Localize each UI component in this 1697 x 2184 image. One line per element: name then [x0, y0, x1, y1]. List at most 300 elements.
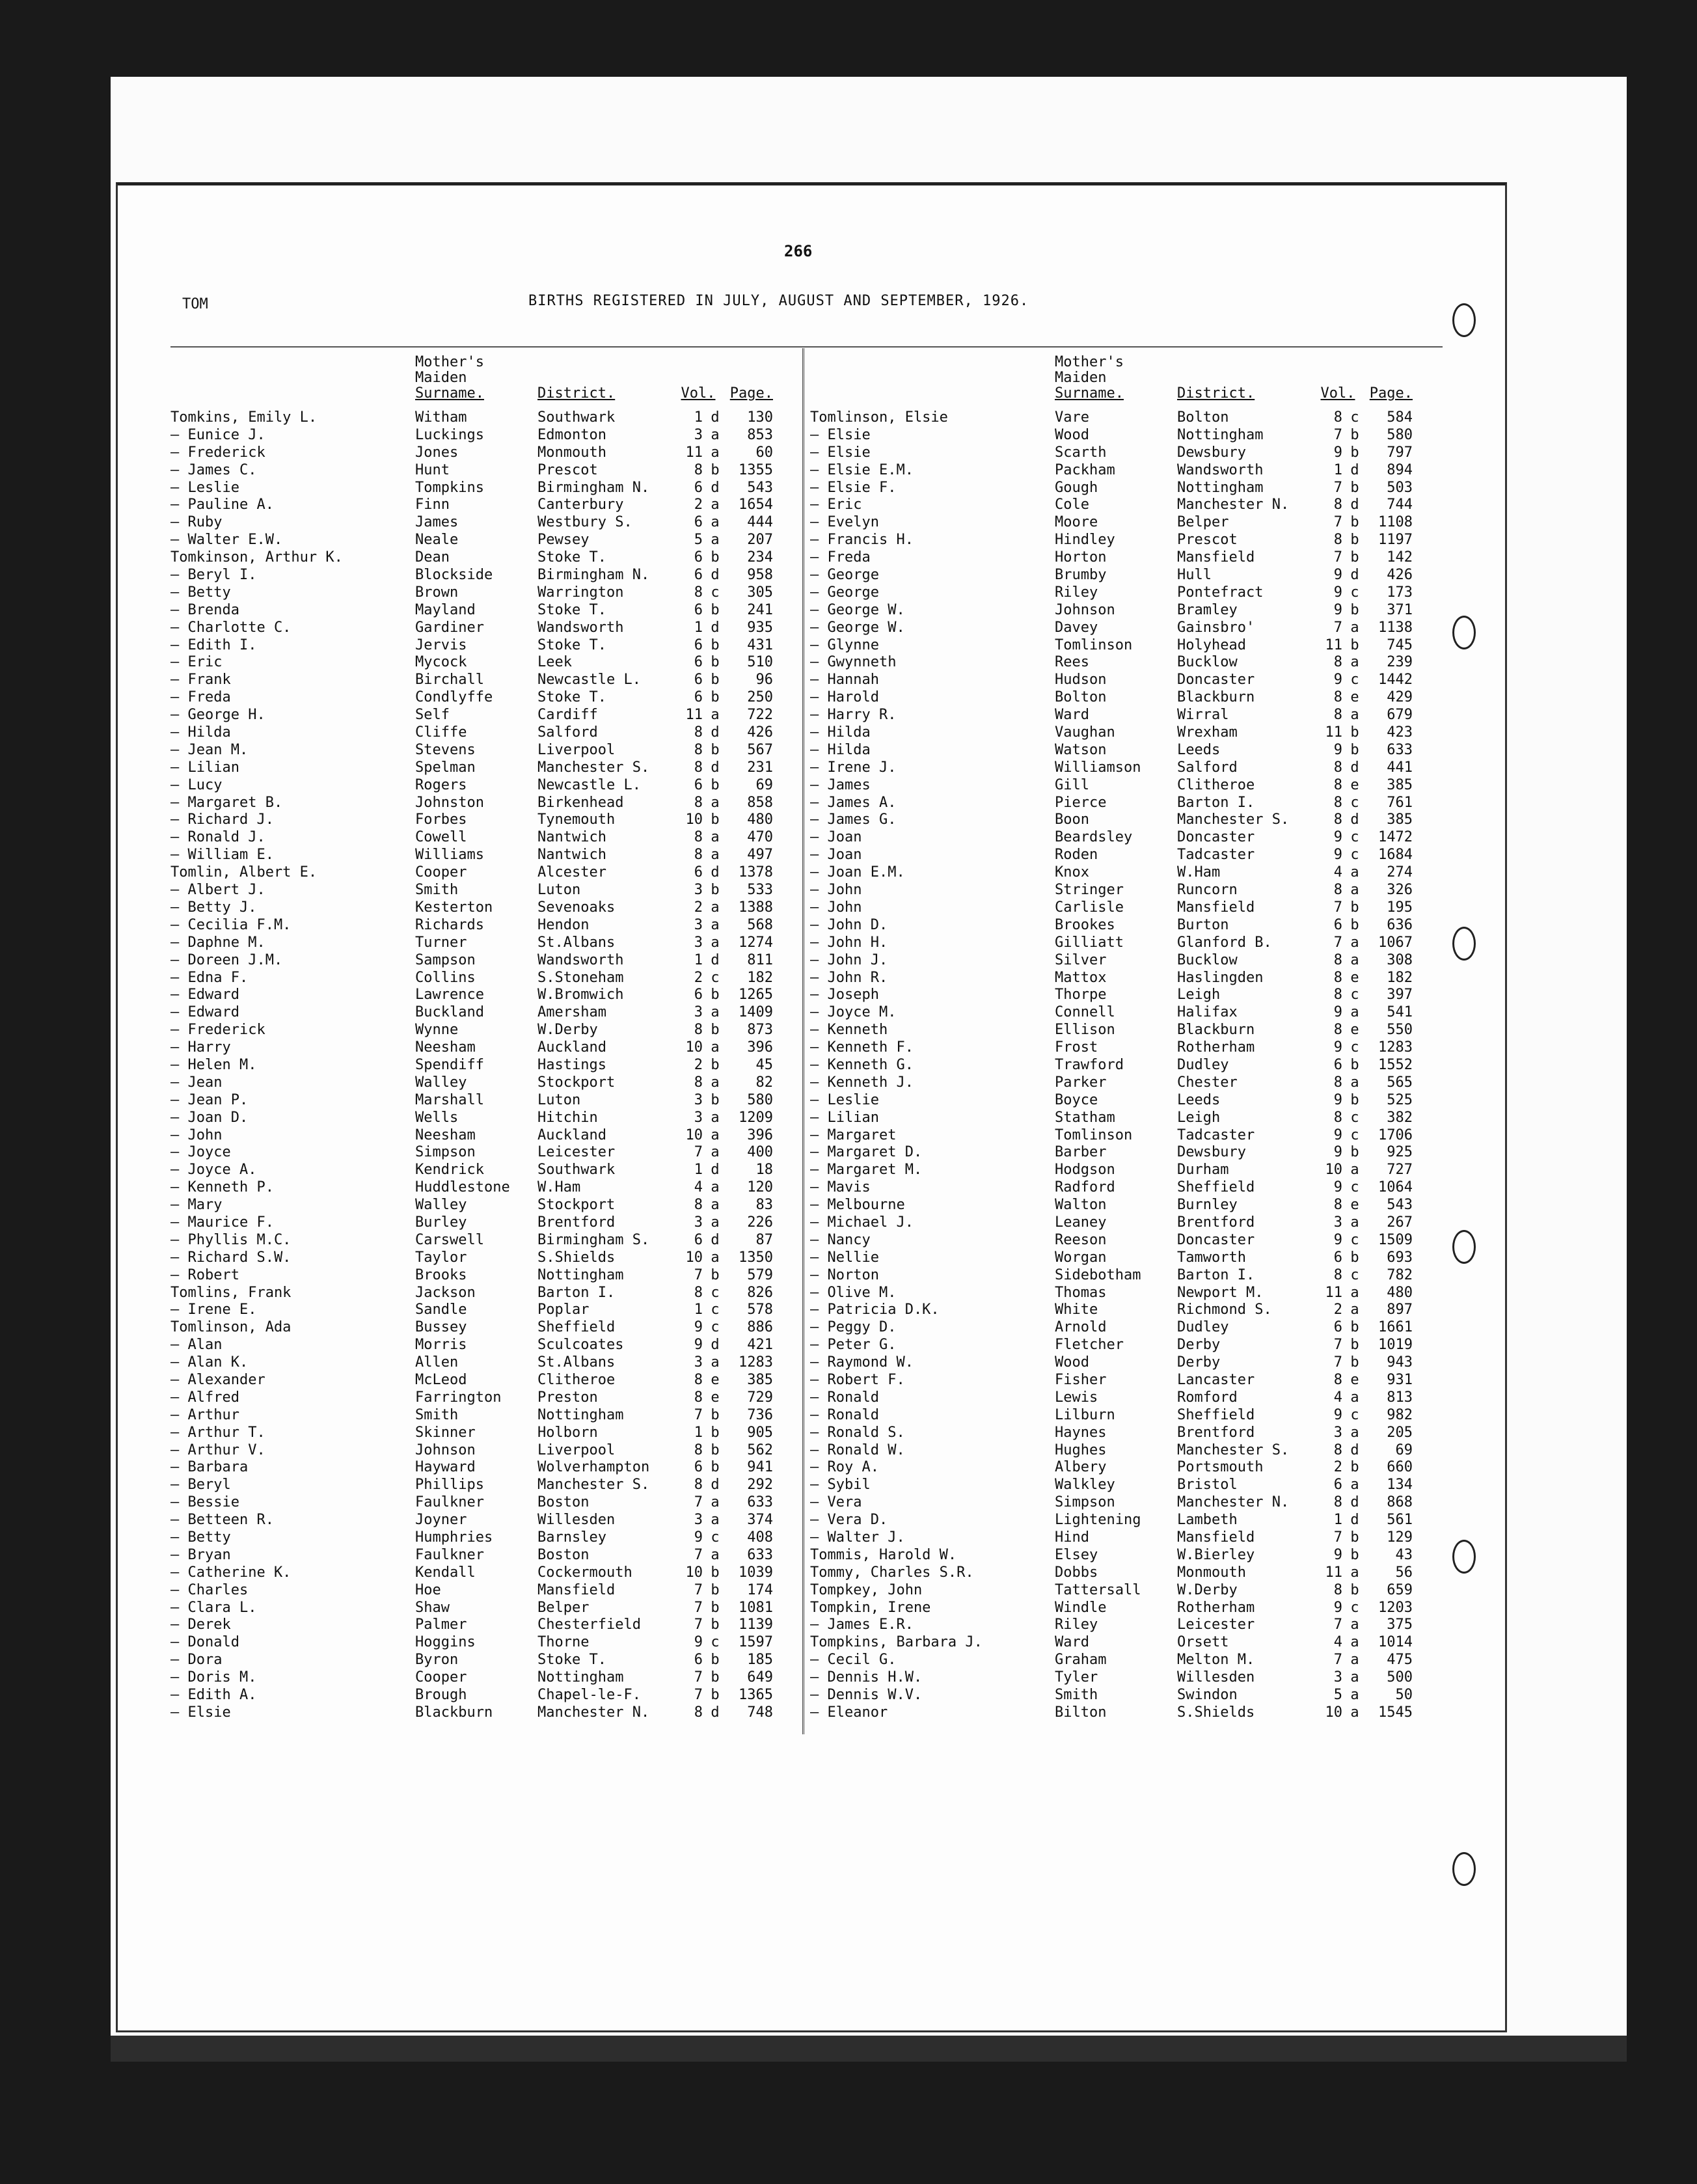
- volume-letter: a: [711, 1109, 720, 1126]
- entry-name: — Nellie: [810, 1249, 879, 1266]
- page-number: 266: [784, 242, 813, 260]
- volume: 9: [1333, 829, 1342, 846]
- entry-name: — Kenneth: [810, 1022, 888, 1039]
- volume: 8: [1333, 707, 1342, 724]
- entry-row: [170, 970, 805, 987]
- entry-name: — John J.: [810, 951, 888, 968]
- page-ref: 660: [1387, 1459, 1413, 1476]
- volume-letter: b: [711, 1022, 720, 1039]
- page-ref: 441: [1387, 759, 1413, 776]
- volume-letter: a: [711, 532, 720, 549]
- volume: 3: [694, 1354, 703, 1371]
- volume: 11: [685, 707, 703, 724]
- district: Wandsworth: [537, 619, 624, 636]
- entry-row: [810, 1022, 1445, 1039]
- volume-letter: a: [711, 1249, 720, 1266]
- page-ref: 659: [1387, 1581, 1413, 1598]
- entry-name: — Margaret: [810, 1126, 897, 1143]
- entry-row: [810, 1389, 1445, 1407]
- maiden-surname: Cole: [1055, 497, 1089, 513]
- volume-letter: b: [711, 1599, 720, 1616]
- district: Boston: [537, 1494, 590, 1511]
- volume: 6: [694, 601, 703, 618]
- maiden-surname: Watson: [1055, 741, 1107, 758]
- entry-name: — Harold: [810, 689, 879, 706]
- entry-name: — Freda: [170, 689, 231, 706]
- entry-row: [810, 1162, 1445, 1179]
- entry-name: — Edith I.: [170, 636, 257, 653]
- entry-name: — Robert: [170, 1266, 239, 1283]
- volume: 8: [1333, 1371, 1342, 1388]
- vol-header: Vol.: [681, 385, 716, 402]
- district: Dewsbury: [1177, 1144, 1246, 1161]
- maiden-surname: Lewis: [1055, 1389, 1098, 1406]
- entry-name: — Clara L.: [170, 1599, 257, 1616]
- district: Mansfield: [1177, 549, 1255, 566]
- district: Orsett: [1177, 1634, 1229, 1651]
- entry-row: [170, 1022, 805, 1039]
- entry-name: — Derek: [170, 1617, 231, 1633]
- entry-row: [170, 864, 805, 882]
- maiden-surname: Davey: [1055, 619, 1098, 636]
- maiden-surname: Wynne: [415, 1022, 459, 1039]
- district: S.Stoneham: [537, 969, 624, 986]
- volume-letter: b: [1350, 899, 1359, 916]
- district: Pontefract: [1177, 584, 1264, 601]
- volume-letter: b: [1350, 426, 1359, 443]
- volume: 6: [694, 567, 703, 584]
- page-ref: 82: [755, 1074, 773, 1091]
- volume: 10: [685, 1249, 703, 1266]
- entry-row: [170, 847, 805, 864]
- entry-name: — Beryl: [170, 1477, 231, 1494]
- entry-row: [170, 1057, 805, 1074]
- page-ref: 444: [747, 514, 773, 531]
- district: Burton: [1177, 916, 1229, 933]
- page-ref: 748: [747, 1704, 773, 1721]
- volume: 1: [694, 951, 703, 968]
- page-ref: 580: [747, 1091, 773, 1108]
- maiden-surname: Hodgson: [1055, 1162, 1115, 1179]
- maiden-surname: Scarth: [1055, 444, 1107, 461]
- district: Stoke T.: [537, 636, 606, 653]
- volume-letter: d: [711, 1477, 720, 1494]
- volume-letter: c: [1350, 1266, 1359, 1283]
- volume-letter: b: [711, 1617, 720, 1633]
- entry-name: — Beryl I.: [170, 567, 257, 584]
- entry-row: [810, 935, 1445, 952]
- volume: 7: [1333, 479, 1342, 496]
- volume: 4: [1333, 1634, 1342, 1651]
- volume-letter: c: [711, 1529, 720, 1546]
- maiden-surname: Richards: [415, 916, 484, 933]
- entry-row: [170, 742, 805, 759]
- maiden-surname: Farrington: [415, 1389, 502, 1406]
- entry-name: — Alfred: [170, 1389, 239, 1406]
- maiden-surname: Riley: [1055, 1617, 1098, 1633]
- page-ref: 60: [755, 444, 773, 461]
- district: Chester: [1177, 1074, 1238, 1091]
- page-ref: 982: [1387, 1406, 1413, 1423]
- entry-name: — Kenneth P.: [170, 1179, 274, 1196]
- maiden-surname: Gilliatt: [1055, 934, 1124, 951]
- entry-name: — George W.: [810, 601, 905, 618]
- volume: 9: [1333, 444, 1342, 461]
- page-ref: 649: [747, 1669, 773, 1686]
- page-ref: 1409: [739, 1004, 773, 1021]
- maiden-surname: Brown: [415, 584, 459, 601]
- entry-name: — Francis H.: [810, 532, 914, 549]
- district: S.Shields: [537, 1249, 616, 1266]
- volume: 6: [694, 864, 703, 881]
- volume-letter: c: [711, 1634, 720, 1651]
- district: Thorne: [537, 1634, 590, 1651]
- entry-row: [810, 1354, 1445, 1372]
- volume: 6: [694, 549, 703, 566]
- volume-letter: b: [1350, 549, 1359, 566]
- volume: 11: [1325, 724, 1342, 741]
- entry-name: Tompkey, John: [810, 1581, 923, 1598]
- entry-name: — Nancy: [810, 1231, 871, 1248]
- district: Mansfield: [1177, 899, 1255, 916]
- page-ref: 431: [747, 636, 773, 653]
- volume: 2: [694, 1056, 703, 1073]
- entry-name: — Edward: [170, 1004, 239, 1021]
- district: Leicester: [537, 1144, 616, 1161]
- entry-row: [170, 1372, 805, 1389]
- volume-letter: b: [1350, 1581, 1359, 1598]
- volume-letter: b: [711, 549, 720, 566]
- page-ref: 633: [747, 1494, 773, 1511]
- volume-letter: c: [711, 1284, 720, 1301]
- maiden-surname: Jervis: [415, 636, 467, 653]
- entry-name: — Joan: [810, 847, 862, 864]
- volume-letter: b: [1350, 1459, 1359, 1476]
- volume: 9: [694, 1337, 703, 1354]
- volume: 3: [1333, 1669, 1342, 1686]
- entry-name: — Leslie: [170, 479, 239, 496]
- volume: 6: [694, 689, 703, 706]
- maiden-surname: Huddlestone: [415, 1179, 510, 1196]
- volume: 6: [1333, 916, 1342, 933]
- volume: 7: [694, 1599, 703, 1616]
- maiden-surname: Cooper: [415, 1669, 467, 1686]
- entry-row: [170, 514, 805, 532]
- volume-letter: b: [711, 1424, 720, 1441]
- entry-row: [810, 795, 1445, 812]
- volume: 9: [1333, 1231, 1342, 1248]
- volume-letter: a: [711, 794, 720, 811]
- page-ref: 185: [747, 1652, 773, 1669]
- volume-letter: b: [711, 1652, 720, 1669]
- volume-letter: a: [1350, 1302, 1359, 1318]
- entry-row: [810, 1600, 1445, 1617]
- page-ref: 1283: [739, 1354, 773, 1371]
- page-ref: 1274: [739, 934, 773, 951]
- entry-row: [810, 567, 1445, 584]
- volume: 7: [1333, 899, 1342, 916]
- district: Liverpool: [537, 741, 616, 758]
- page-ref: 241: [747, 601, 773, 618]
- volume: 8: [1333, 1266, 1342, 1283]
- entry-row: [810, 987, 1445, 1004]
- page-ref: 727: [1387, 1162, 1413, 1179]
- entry-row: [170, 654, 805, 672]
- volume-letter: a: [1350, 1634, 1359, 1651]
- maiden-surname: Turner: [415, 934, 467, 951]
- entry-row: [170, 637, 805, 655]
- volume-letter: b: [1350, 1337, 1359, 1354]
- maiden-surname: Ellison: [1055, 1022, 1115, 1039]
- maiden-surname: Carlisle: [1055, 899, 1124, 916]
- entry-row: [170, 952, 805, 970]
- page-ref: 1203: [1378, 1599, 1413, 1616]
- entry-row: [810, 864, 1445, 882]
- entry-row: [170, 1267, 805, 1285]
- maiden-surname: Morris: [415, 1337, 467, 1354]
- volume: 9: [1333, 1179, 1342, 1196]
- entry-row: [170, 1704, 805, 1722]
- volume: 6: [1333, 1477, 1342, 1494]
- volume-letter: a: [711, 1004, 720, 1021]
- district: W.Bierley: [1177, 1546, 1255, 1563]
- volume-letter: a: [711, 514, 720, 531]
- volume-letter: d: [1350, 497, 1359, 513]
- maiden-surname: Hind: [1055, 1529, 1089, 1546]
- page-ref: 541: [1387, 1004, 1413, 1021]
- volume: 8: [694, 794, 703, 811]
- maiden-surname: Gough: [1055, 479, 1098, 496]
- maiden-surname: Thorpe: [1055, 987, 1107, 1003]
- district: Mansfield: [1177, 1529, 1255, 1546]
- entry-name: — Hilda: [810, 724, 871, 741]
- entry-row: [170, 620, 805, 637]
- volume-letter: a: [1350, 1477, 1359, 1494]
- entry-row: [810, 759, 1445, 777]
- maiden-surname: Simpson: [415, 1144, 476, 1161]
- volume: 11: [1325, 1284, 1342, 1301]
- entry-row: [170, 1634, 805, 1652]
- district: Manchester S.: [537, 759, 650, 776]
- entry-name: — Patricia D.K.: [810, 1302, 940, 1318]
- maiden-surname: Gardiner: [415, 619, 484, 636]
- volume: 8: [694, 1477, 703, 1494]
- entry-name: — Betty J.: [170, 899, 257, 916]
- volume-letter: c: [1350, 1599, 1359, 1616]
- volume: 3: [1333, 1214, 1342, 1231]
- entry-row: [810, 1179, 1445, 1197]
- volume: 8: [694, 1389, 703, 1406]
- district: Nantwich: [537, 829, 606, 846]
- district: Willesden: [537, 1512, 616, 1529]
- entry-row: [810, 970, 1445, 987]
- entry-name: Tomlinson, Ada: [170, 1319, 292, 1336]
- page-ref: 375: [1387, 1617, 1413, 1633]
- entry-name: — Joyce: [170, 1144, 231, 1161]
- district: Blackburn: [1177, 1022, 1255, 1039]
- entry-name: Tompkin, Irene: [810, 1599, 931, 1616]
- volume: 8: [1333, 1581, 1342, 1598]
- entry-name: — Walter J.: [810, 1529, 905, 1546]
- volume: 3: [694, 1109, 703, 1126]
- entry-name: — Harry R.: [810, 707, 897, 724]
- page-ref: 174: [747, 1581, 773, 1598]
- volume-letter: a: [1350, 1004, 1359, 1021]
- page-ref: 308: [1387, 951, 1413, 968]
- district: W.Bromwich: [537, 987, 624, 1003]
- maiden-surname: Brooks: [415, 1266, 467, 1283]
- maiden-surname: Byron: [415, 1652, 459, 1669]
- volume: 8: [1333, 497, 1342, 513]
- page-ref: 941: [747, 1459, 773, 1476]
- entry-name: — Margaret D.: [810, 1144, 923, 1161]
- entry-name: — Elsie F.: [810, 479, 897, 496]
- maiden-surname: Tompkins: [415, 479, 484, 496]
- entry-name: — Richard S.W.: [170, 1249, 292, 1266]
- district: Dudley: [1177, 1056, 1229, 1073]
- volume: 2: [694, 497, 703, 513]
- maiden-surname: Williams: [415, 847, 484, 864]
- entry-name: — George W.: [810, 619, 905, 636]
- maiden-surname: Pierce: [1055, 794, 1107, 811]
- volume: 7: [1333, 549, 1342, 566]
- maiden-surname: Cooper: [415, 864, 467, 881]
- entry-name: — James C.: [170, 461, 257, 478]
- maiden-surname: Birchall: [415, 672, 484, 689]
- volume: 6: [694, 987, 703, 1003]
- volume-letter: c: [1350, 1126, 1359, 1143]
- entry-name: — Hilda: [170, 724, 231, 741]
- page-ref: 568: [747, 916, 773, 933]
- entry-name: — Joyce M.: [810, 1004, 897, 1021]
- district: Newport M.: [1177, 1284, 1264, 1301]
- entry-row: [170, 759, 805, 777]
- entry-name: — Glynne: [810, 636, 879, 653]
- maiden-surname: Lawrence: [415, 987, 484, 1003]
- entry-row: [170, 812, 805, 829]
- page-ref: 873: [747, 1022, 773, 1039]
- entry-name: — Evelyn: [810, 514, 879, 531]
- maiden-surname: McLeod: [415, 1371, 467, 1388]
- entry-row: [810, 1214, 1445, 1232]
- entry-name: — Peter G.: [810, 1337, 897, 1354]
- entry-name: — James E.R.: [810, 1617, 914, 1633]
- volume: 8: [1333, 409, 1342, 426]
- entry-name: — Richard J.: [170, 812, 274, 828]
- volume-letter: e: [1350, 689, 1359, 706]
- right-column-header: [810, 348, 1445, 409]
- entry-row: [810, 1547, 1445, 1564]
- volume-letter: a: [711, 899, 720, 916]
- volume-letter: a: [1350, 951, 1359, 968]
- left-column: [170, 348, 805, 1722]
- district: Lancaster: [1177, 1371, 1255, 1388]
- page-ref: 1197: [1378, 532, 1413, 549]
- volume-letter: a: [711, 1197, 720, 1214]
- volume: 6: [694, 672, 703, 689]
- volume: 9: [1333, 584, 1342, 601]
- page-ref: 396: [747, 1039, 773, 1056]
- entry-name: — Betty: [170, 1529, 231, 1546]
- district: Prescot: [1177, 532, 1238, 549]
- entry-name: — Eunice J.: [170, 426, 265, 443]
- entry-name: — Harry: [170, 1039, 231, 1056]
- volume: 2: [694, 899, 703, 916]
- volume: 8: [694, 829, 703, 846]
- entry-row: [810, 444, 1445, 462]
- entry-row: [810, 1459, 1445, 1477]
- maiden-surname: Leaney: [1055, 1214, 1107, 1231]
- district: Durham: [1177, 1162, 1229, 1179]
- volume-letter: d: [711, 1231, 720, 1248]
- page-ref: 633: [747, 1546, 773, 1563]
- volume: 8: [1333, 1494, 1342, 1511]
- page-ref: 385: [747, 1371, 773, 1388]
- maiden-surname: Ward: [1055, 707, 1089, 724]
- entry-row: [810, 549, 1445, 567]
- volume-letter: c: [1350, 672, 1359, 689]
- entry-row: [810, 1039, 1445, 1057]
- volume-letter: a: [711, 1039, 720, 1056]
- entry-row: [810, 1197, 1445, 1214]
- page-ref: 1442: [1378, 672, 1413, 689]
- maiden-surname: Tomlinson: [1055, 1126, 1133, 1143]
- entry-row: [810, 742, 1445, 759]
- page-ref: 693: [1387, 1249, 1413, 1266]
- volume: 9: [1333, 1091, 1342, 1108]
- volume: 6: [694, 1652, 703, 1669]
- page-ref: 503: [1387, 479, 1413, 496]
- volume: 10: [685, 1126, 703, 1143]
- entry-name: — Peggy D.: [810, 1319, 897, 1336]
- page-ref: 396: [747, 1126, 773, 1143]
- district: Derby: [1177, 1337, 1221, 1354]
- volume-letter: a: [1350, 1214, 1359, 1231]
- volume: 3: [694, 426, 703, 443]
- maiden-surname: Bolton: [1055, 689, 1107, 706]
- entry-row: [810, 1004, 1445, 1022]
- maiden-surname: Neesham: [415, 1039, 476, 1056]
- volume: 8: [694, 759, 703, 776]
- district: Tynemouth: [537, 812, 616, 828]
- page-ref: 234: [747, 549, 773, 566]
- page-ref: 578: [747, 1302, 773, 1318]
- volume: 1: [694, 619, 703, 636]
- entry-name: — Joan: [810, 829, 862, 846]
- maiden-surname: Arnold: [1055, 1319, 1107, 1336]
- page-ref: 274: [1387, 864, 1413, 881]
- entry-name: — Eric: [170, 654, 223, 671]
- volume: 6: [694, 514, 703, 531]
- maiden-surname: Marshall: [415, 1091, 484, 1108]
- maiden-surname: Rogers: [415, 776, 467, 793]
- volume-letter: a: [711, 829, 720, 846]
- volume-letter: e: [1350, 1197, 1359, 1214]
- district: Luton: [537, 882, 581, 899]
- volume-letter: a: [711, 1126, 720, 1143]
- volume-letter: b: [711, 1266, 720, 1283]
- entry-name: — Alexander: [170, 1371, 265, 1388]
- page-ref: 130: [747, 409, 773, 426]
- page-ref: 207: [747, 532, 773, 549]
- entry-row: [170, 1004, 805, 1022]
- maiden-surname: James: [415, 514, 459, 531]
- entry-row: [170, 777, 805, 795]
- page-ref: 745: [1387, 636, 1413, 653]
- entry-row: [170, 1110, 805, 1127]
- entry-row: [810, 1127, 1445, 1145]
- district: Newcastle L.: [537, 672, 641, 689]
